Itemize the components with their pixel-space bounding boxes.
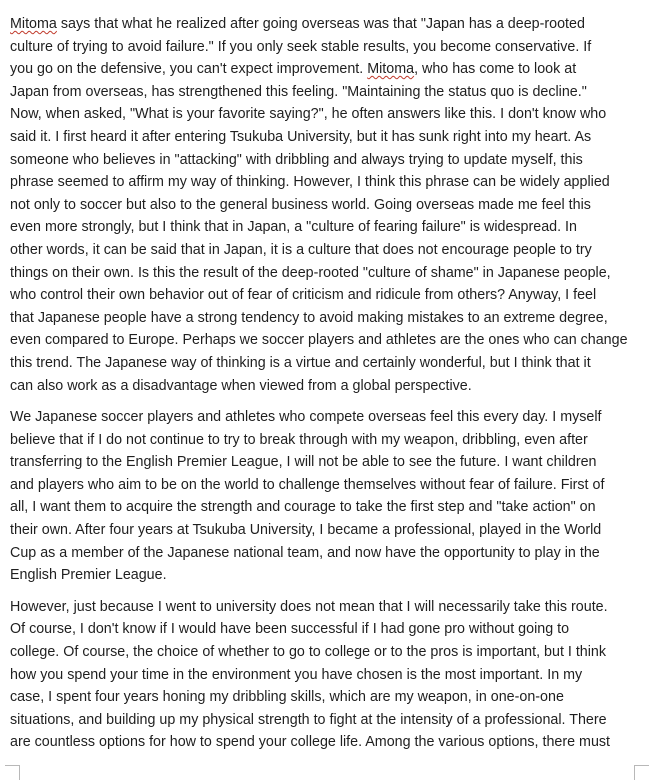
text-line: who control their own behavior out of fear of criticism and ridicule from others? Anyway, I feel xyxy=(10,287,597,304)
text-line: Of course, I don't know if I would have been successful if I had gone pro without going to xyxy=(10,621,570,638)
text-line: Japan from overseas, has strengthened this feeling. "Maintaining the status quo is decline." xyxy=(10,83,587,100)
text-line: Mitoma says that what he realized after going overseas was that "Japan has a deep-rooted xyxy=(10,16,585,32)
text-line: you go on the defensive, you can't expect improvement. Mitoma, who has come to look at xyxy=(10,61,577,78)
text-line: believe that if I do not continue to try to break through with my weapon, dribbling, even after xyxy=(10,431,588,448)
text-line: college. Of course, the choice of whether to go to college or to the pros is important, but I think xyxy=(10,644,607,661)
text-line: case, I spent four years honing my dribbling skills, which are my weapon, in one-on-one xyxy=(10,689,564,706)
paragraph-3 xyxy=(10,596,638,754)
text-line: Now, when asked, "What is your favorite saying?", he often answers like this. I don't know who xyxy=(10,106,607,123)
text-line: someone who believes in "attacking" with dribbling and always trying to update myself, this xyxy=(10,151,583,168)
paragraph-1 xyxy=(10,13,638,397)
text-line: their own. After four years at Tsukuba University, I became a professional, played in the World xyxy=(10,522,602,539)
text-line: said it. I first heard it after entering Tsukuba University, but it has sunk right into my heart. As xyxy=(10,128,592,145)
text-line: situations, and building up my physical strength to fight at the intensity of a professional. There xyxy=(10,711,607,728)
text-line: However, just because I went to university does not mean that I will necessarily take this route. xyxy=(10,598,608,615)
text-line: and players who aim to be on the world to challenge themselves without fear of failure. First of xyxy=(10,476,605,493)
paragraph-2 xyxy=(10,406,638,587)
text-line: culture of trying to avoid failure." If you only seek stable results, you become conservative. If xyxy=(10,38,592,55)
page-margin-corner-left xyxy=(5,765,20,780)
spelling-flagged-word: Mitoma xyxy=(10,16,57,32)
text-line: not only to soccer but also to the general business world. Going overseas made me feel this xyxy=(10,196,591,213)
text-line: even compared to Europe. Perhaps we soccer players and athletes are the ones who can change xyxy=(10,332,628,349)
text-line: Cup as a member of the Japanese national team, and now have the opportunity to play in the xyxy=(10,544,600,561)
document-body[interactable] xyxy=(10,13,638,763)
text-line: are countless options for how to spend your college life. Among the various options, there must xyxy=(10,734,611,751)
text-line: English Premier League. xyxy=(10,567,167,584)
text-line: phrase seemed to affirm my way of thinking. However, I think this phrase can be widely applied xyxy=(10,174,610,191)
page-margin-corner-right xyxy=(634,765,649,780)
text-line: that Japanese people have a strong tendency to avoid making mistakes to an extreme degree, xyxy=(10,309,608,326)
text-line: even more strongly, but I think that in Japan, a "culture of fearing failure" is widespread. In xyxy=(10,219,577,236)
text-line: how you spend your time in the environment you have chosen is the most important. In my xyxy=(10,666,583,683)
text-line: We Japanese soccer players and athletes who compete overseas feel this every day. I myself xyxy=(10,409,602,426)
spelling-flagged-word: Mitoma xyxy=(367,61,415,78)
text-line: other words, it can be said that in Japan, it is a culture that does not encourage people to try xyxy=(10,241,592,258)
text-line: all, I want them to acquire the strength and courage to take the first step and "take action" on xyxy=(10,499,596,516)
text-line: transferring to the English Premier League, I will not be able to see the future. I want children xyxy=(10,454,597,471)
text-line: things on their own. Is this the result of the deep-rooted "culture of shame" in Japanese people, xyxy=(10,264,611,281)
text-line: can also work as a disadvantage when viewed from a global perspective. xyxy=(10,377,472,394)
text-line: this trend. The Japanese way of thinking is a virtue and certainly wonderful, but I think that it xyxy=(10,354,591,371)
